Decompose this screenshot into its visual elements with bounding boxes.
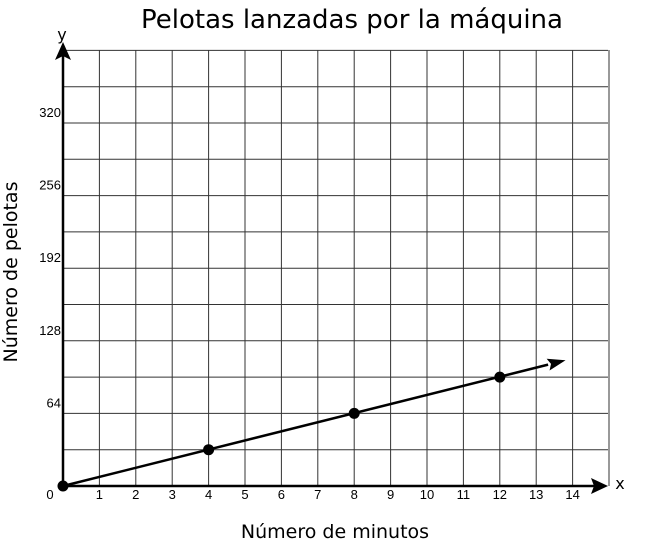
x-tick-label: 9 (386, 487, 395, 502)
x-tick-label: 11 (456, 487, 471, 502)
x-tick-label: 4 (204, 487, 213, 502)
x-tick-label: 7 (314, 487, 322, 502)
x-axis-letter: x (615, 474, 625, 493)
x-axis-title: Número de minutos (240, 521, 430, 543)
x-tick-label: 2 (132, 487, 140, 502)
data-point (58, 481, 69, 492)
y-axis-letter: y (57, 25, 67, 44)
x-tick-label: 1 (95, 487, 104, 502)
y-tick-label: 256 (39, 177, 61, 193)
data-point (349, 408, 360, 419)
grid (63, 50, 609, 486)
y-tick-label: 320 (39, 105, 61, 120)
series-arrow (547, 359, 566, 371)
chart-title: Pelotas lanzadas por la máquina (141, 5, 563, 35)
x-tick-label: 3 (168, 487, 176, 502)
x-tick-label: 14 (565, 487, 580, 502)
y-tick-label: 192 (39, 250, 61, 266)
x-tick-label: 12 (492, 487, 508, 502)
y-tick-label: 128 (39, 322, 61, 338)
x-tick-labels (96, 487, 580, 502)
y-tick-label: 64 (46, 395, 61, 411)
data-point (494, 372, 505, 383)
origin-label: 0 (46, 487, 54, 502)
x-tick-label: 10 (419, 487, 435, 502)
data-point (203, 444, 214, 455)
x-tick-label: 6 (277, 487, 286, 502)
x-tick-label: 8 (350, 487, 358, 502)
y-tick-labels (39, 105, 61, 410)
y-axis-title: Número de pelotas (0, 181, 22, 363)
data-series (58, 359, 566, 492)
x-tick-label: 5 (241, 487, 249, 502)
x-tick-label: 13 (528, 487, 544, 502)
